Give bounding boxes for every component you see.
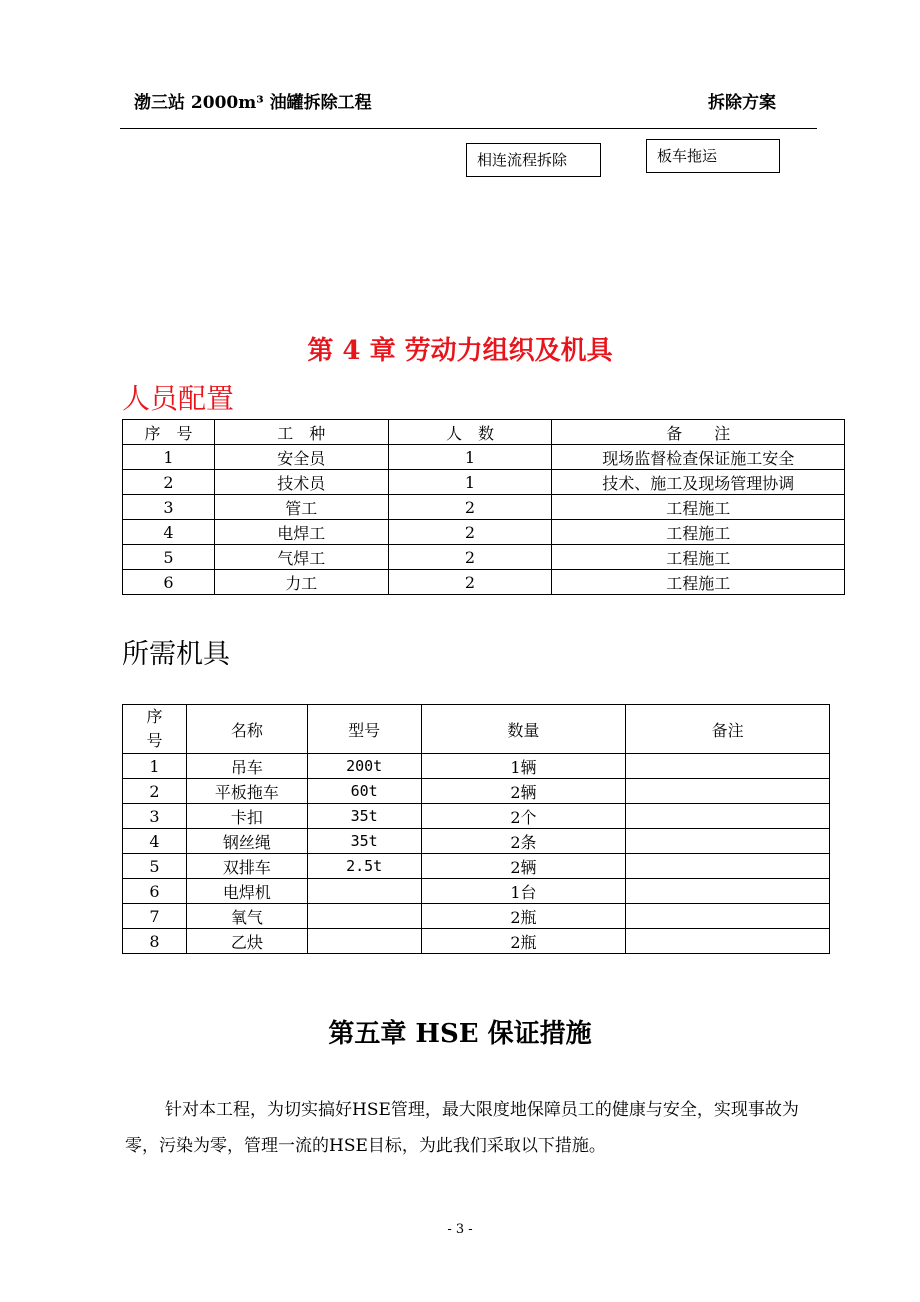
table-row xyxy=(123,445,845,470)
col-header: 备注 xyxy=(626,705,830,754)
col-header: 序号 xyxy=(123,705,187,754)
cell: 气焊工 xyxy=(214,545,388,570)
table-row xyxy=(123,879,830,904)
cell: 技术、施工及现场管理协调 xyxy=(552,470,845,495)
cell: 工程施工 xyxy=(552,495,845,520)
cell: 6 xyxy=(123,879,187,904)
col-header: 数量 xyxy=(421,705,626,754)
col-header: 型号 xyxy=(307,705,421,754)
cell xyxy=(626,754,830,779)
chapter-4-title: 第 4 章 劳动力组织及机具 xyxy=(307,336,613,366)
header-title: 渤三站 2000m³ 油罐拆除工程 xyxy=(134,93,372,113)
header-divider xyxy=(120,128,817,129)
cell: 1 xyxy=(388,445,552,470)
cell: 1台 xyxy=(421,879,626,904)
cell: 平板拖车 xyxy=(186,779,307,804)
staff-heading: 人员配置 xyxy=(122,382,235,415)
cell: 2 xyxy=(388,495,552,520)
flow-box-trailer-transport: 板车拖运 xyxy=(646,139,780,173)
table-row xyxy=(123,470,845,495)
header-doc-type: 拆除方案 xyxy=(708,93,776,113)
chapter-5-title: 第五章 HSE 保证措施 xyxy=(328,1019,592,1049)
col-header: 工 种 xyxy=(214,420,388,445)
cell xyxy=(307,904,421,929)
cell: 乙炔 xyxy=(186,929,307,954)
table-row xyxy=(123,754,830,779)
cell: 3 xyxy=(123,804,187,829)
cell: 2辆 xyxy=(421,854,626,879)
table-row xyxy=(123,854,830,879)
table-row xyxy=(123,570,845,595)
cell: 力工 xyxy=(214,570,388,595)
cell: 电焊机 xyxy=(186,879,307,904)
cell: 2 xyxy=(388,545,552,570)
cell xyxy=(626,904,830,929)
cell: 4 xyxy=(123,829,187,854)
cell: 氧气 xyxy=(186,904,307,929)
cell xyxy=(626,929,830,954)
table-row xyxy=(123,929,830,954)
table-row xyxy=(123,804,830,829)
cell xyxy=(626,804,830,829)
cell: 60t xyxy=(307,779,421,804)
cell: 工程施工 xyxy=(552,570,845,595)
cell: 1 xyxy=(123,445,215,470)
table-row xyxy=(123,520,845,545)
cell: 安全员 xyxy=(214,445,388,470)
flow-box-connected-removal: 相连流程拆除 xyxy=(466,143,601,177)
cell: 电焊工 xyxy=(214,520,388,545)
cell: 2条 xyxy=(421,829,626,854)
cell: 管工 xyxy=(214,495,388,520)
tools-heading: 所需机具 xyxy=(122,639,230,670)
cell: 1 xyxy=(388,470,552,495)
cell xyxy=(626,779,830,804)
cell: 8 xyxy=(123,929,187,954)
cell: 2 xyxy=(123,470,215,495)
table-header-row xyxy=(123,705,830,754)
cell: 2.5t xyxy=(307,854,421,879)
page-number: - 3 - xyxy=(447,1222,473,1237)
col-header: 序 号 xyxy=(123,420,215,445)
cell: 工程施工 xyxy=(552,520,845,545)
cell: 吊车 xyxy=(186,754,307,779)
table-row xyxy=(123,779,830,804)
cell: 5 xyxy=(123,854,187,879)
cell: 2 xyxy=(388,520,552,545)
col-header: 名称 xyxy=(186,705,307,754)
cell: 3 xyxy=(123,495,215,520)
cell: 现场监督检查保证施工安全 xyxy=(552,445,845,470)
table-row xyxy=(123,495,845,520)
cell xyxy=(626,829,830,854)
cell: 35t xyxy=(307,829,421,854)
cell: 35t xyxy=(307,804,421,829)
cell: 7 xyxy=(123,904,187,929)
table-row xyxy=(123,545,845,570)
cell xyxy=(307,929,421,954)
hse-intro-paragraph: 针对本工程，为切实搞好HSE管理，最大限度地保障员工的健康与安全，实现事故为零，污染为零，管理一流的HSE目标，为此我们采取以下措施。 xyxy=(125,1100,799,1156)
cell: 双排车 xyxy=(186,854,307,879)
table-header-row xyxy=(123,420,845,445)
table-row xyxy=(123,829,830,854)
cell: 200t xyxy=(307,754,421,779)
cell: 1 xyxy=(123,754,187,779)
cell xyxy=(626,879,830,904)
cell: 1辆 xyxy=(421,754,626,779)
cell: 钢丝绳 xyxy=(186,829,307,854)
cell: 2瓶 xyxy=(421,929,626,954)
tools-table xyxy=(122,704,830,954)
cell: 卡扣 xyxy=(186,804,307,829)
cell: 技术员 xyxy=(214,470,388,495)
cell: 6 xyxy=(123,570,215,595)
cell: 4 xyxy=(123,520,215,545)
table-row xyxy=(123,904,830,929)
cell: 5 xyxy=(123,545,215,570)
staff-table xyxy=(122,419,845,595)
col-header: 人 数 xyxy=(388,420,552,445)
col-header: 备 注 xyxy=(552,420,845,445)
cell xyxy=(626,854,830,879)
cell: 2 xyxy=(388,570,552,595)
cell: 2个 xyxy=(421,804,626,829)
cell: 工程施工 xyxy=(552,545,845,570)
cell: 2瓶 xyxy=(421,904,626,929)
cell: 2 xyxy=(123,779,187,804)
cell: 2辆 xyxy=(421,779,626,804)
cell xyxy=(307,879,421,904)
